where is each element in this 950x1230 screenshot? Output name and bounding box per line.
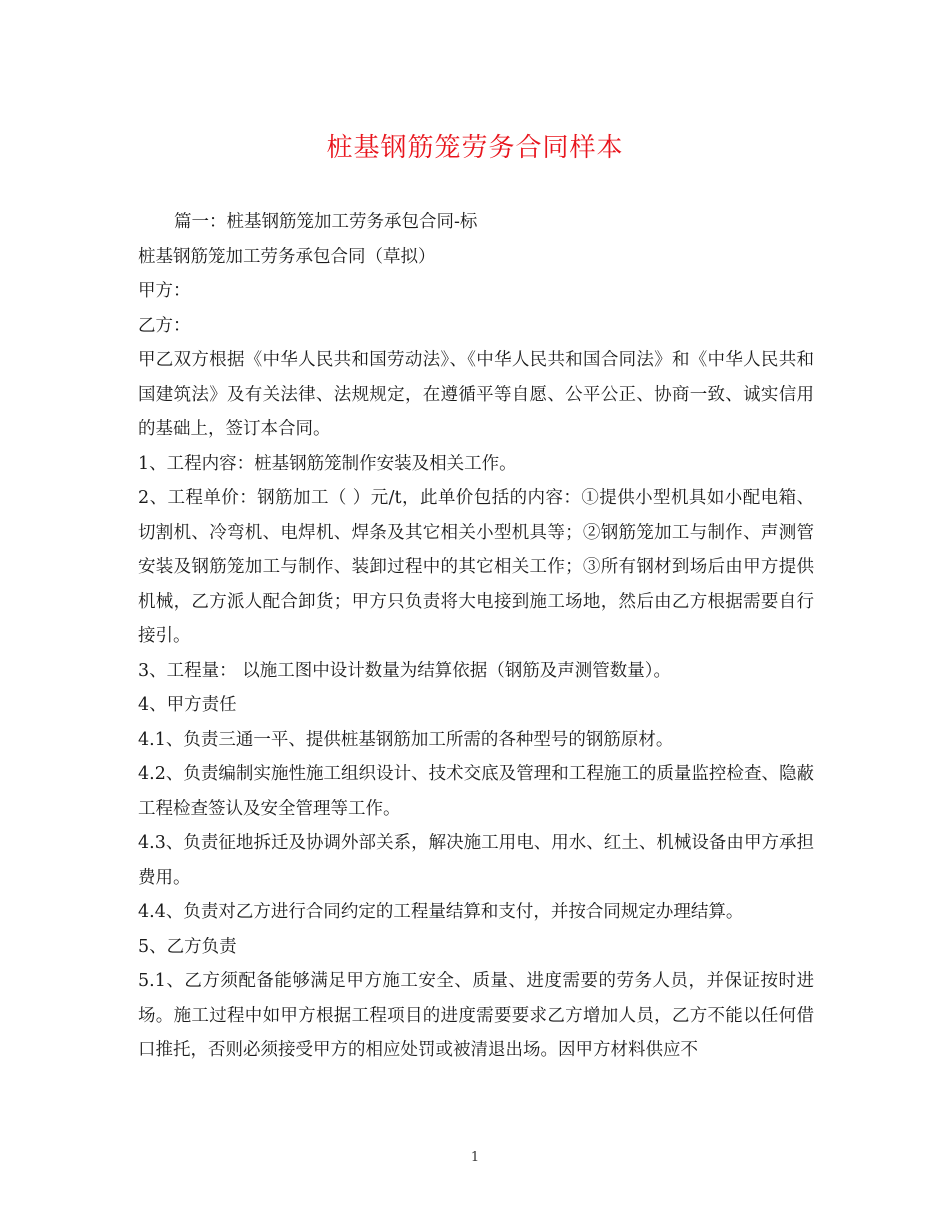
clause-4-1: 4.1、负责三通一平、提供桩基钢筋加工所需的各种型号的钢筋原材。 — [138, 729, 674, 750]
clause-4-2: 4.2、负责编制实施性施工组织设计、技术交底及管理和工程施工的质量监控检查、隐蔽工程检查签认及安全管理等工作。 — [138, 764, 814, 819]
party-b-line: 乙方： — [138, 315, 191, 336]
section-heading: 篇一：桩基钢筋笼加工劳务承包合同-标 — [174, 212, 478, 232]
contract-subtitle: 桩基钢筋笼加工劳务承包合同（草拟） — [138, 246, 436, 267]
document-title: 桩基钢筋笼劳务合同样本 — [326, 133, 624, 163]
clause-4-heading: 4、甲方责任 — [138, 695, 237, 715]
clause-5-heading: 5、乙方负责 — [138, 936, 237, 957]
clause-2: 2、工程单价：钢筋加工（ ）元/t，此单价包括的内容：①提供小型机具如小配电箱、切割机、冷弯机、电焊机、焊条及其它相关小型机具等；②钢筋笼加工与制作、声测管安装及钢筋笼加工与制作、装卸过程中的其它相关工作；③所有钢材到场后由甲方提供机械，乙方派人配合卸货；甲方只负责将大电接到施工场地，然后由乙方根据需要自行接引。 — [138, 488, 814, 646]
clause-5-1: 5.1、乙方须配备能够满足甲方施工安全、质量、进度需要的劳务人员，并保证按时进场。施工过程中如甲方根据工程项目的进度需要要求乙方增加人员，乙方不能以任何借口推托，否则必须接受甲方的相应处罚或被清退出场。因甲方材料供应不 — [138, 971, 814, 1060]
page-number: 1 — [470, 1150, 480, 1165]
clause-3: 3、工程量： 以施工图中设计数量为结算依据（钢筋及声测管数量）。 — [138, 660, 671, 681]
clause-4-3: 4.3、负责征地拆迁及协调外部关系，解决施工用电、用水、红土、机械设备由甲方承担费用。 — [138, 833, 814, 888]
preamble-paragraph: 甲乙双方根据《中华人民共和国劳动法》、《中华人民共和国合同法》和《中华人民共和国建筑法》及有关法律、法规规定，在遵循平等自愿、公平公正、协商一致、诚实信用的基础上，签订本合同。 — [138, 350, 814, 439]
document-body — [138, 205, 814, 1068]
clause-1: 1、工程内容：桩基钢筋笼制作安装及相关工作。 — [138, 453, 517, 474]
party-a-line: 甲方： — [138, 281, 191, 301]
clause-4-4: 4.4、负责对乙方进行合同约定的工程量结算和支付，并按合同规定办理结算。 — [138, 902, 744, 922]
